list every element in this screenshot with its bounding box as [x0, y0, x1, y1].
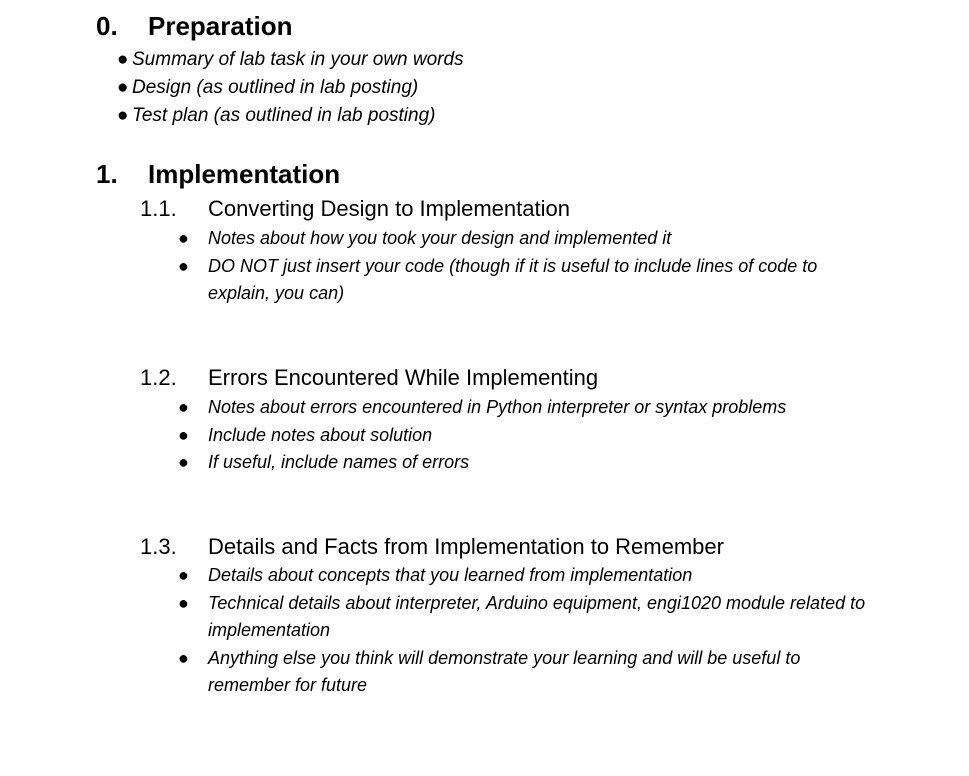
- bullet-icon: ●: [117, 105, 129, 126]
- subsection-list-errors: [174, 394, 874, 477]
- subsection-number: 1.3.: [140, 534, 177, 559]
- subsection-list-details: [174, 562, 874, 700]
- list-item: ● Summary of lab task in your own words: [117, 46, 464, 74]
- bullet-icon: ●: [178, 565, 189, 585]
- bullet-icon: ●: [117, 77, 129, 98]
- section-number: 1.: [96, 159, 118, 189]
- preparation-list: [117, 46, 464, 130]
- subsection-title: Details and Facts from Implementation to Remember: [208, 534, 724, 559]
- list-item: ● Test plan (as outlined in lab posting): [117, 102, 464, 130]
- section-title: Preparation: [148, 11, 293, 41]
- subsection-title: Converting Design to Implementation: [208, 196, 570, 221]
- subsection-list-converting: [174, 225, 874, 308]
- list-item: ● Details about concepts that you learned from implementation: [174, 562, 874, 590]
- bullet-icon: ●: [178, 397, 189, 417]
- bullet-icon: ●: [178, 592, 189, 613]
- list-item: ● Notes about how you took your design and implemented it: [174, 225, 874, 253]
- list-item: ● Include notes about solution: [174, 422, 874, 450]
- list-item: ● Design (as outlined in lab posting): [117, 74, 464, 102]
- bullet-icon: ●: [117, 49, 129, 70]
- list-item: ● Anything else you think will demonstrate your learning and will be useful to remember for future: [174, 645, 874, 700]
- section-number: 0.: [96, 11, 118, 41]
- list-item: ● Notes about errors encountered in Python interpreter or syntax problems: [174, 394, 874, 422]
- subsection-title: Errors Encountered While Implementing: [208, 365, 599, 390]
- bullet-icon: ●: [178, 647, 189, 668]
- bullet-icon: ●: [178, 424, 189, 445]
- bullet-icon: ●: [178, 452, 189, 472]
- list-item: ● DO NOT just insert your code (though if it is useful to include lines of code to explain, you can): [174, 253, 874, 308]
- list-item: ● If useful, include names of errors: [174, 449, 874, 477]
- section-title: Implementation: [148, 159, 341, 189]
- bullet-icon: ●: [178, 255, 189, 276]
- list-item: ● Technical details about interpreter, Arduino equipment, engi1020 module related to implementation: [174, 590, 874, 645]
- subsection-number: 1.1.: [140, 196, 177, 221]
- bullet-icon: ●: [178, 228, 189, 248]
- subsection-number: 1.2.: [140, 365, 177, 390]
